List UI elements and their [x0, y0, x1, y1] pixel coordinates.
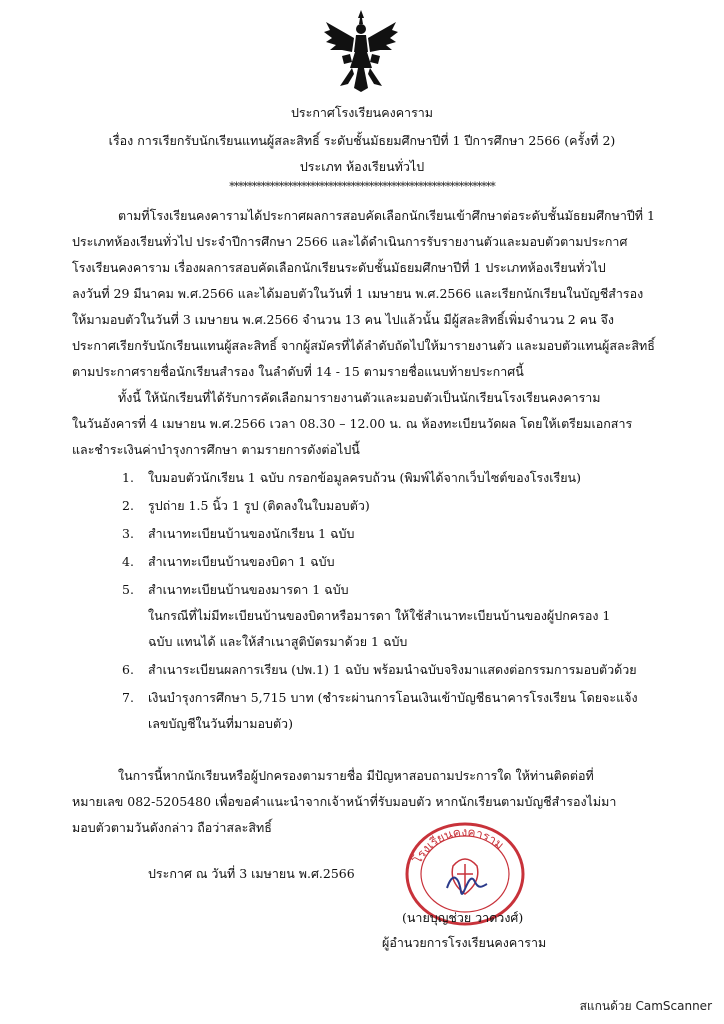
para1-line: ตามที่โรงเรียนคงคารามได้ประกาศผลการสอบคัดเลือกนักเรียนเข้าศึกษาต่อระดับชั้นมัธยมศึกษาปีที่ 1 — [118, 208, 655, 223]
item-number: 3. — [122, 526, 134, 541]
item-number: 5. — [122, 582, 134, 597]
item-number: 4. — [122, 554, 134, 569]
item-text: ใบมอบตัวนักเรียน 1 ฉบับ กรอกข้อมูลครบถ้วน (พิมพ์ได้จากเว็บไซต์ของโรงเรียน) — [148, 470, 581, 485]
item-number: 2. — [122, 498, 134, 513]
announcement-category: ประเภท ห้องเรียนทั่วไป — [299, 159, 425, 174]
signer-name: (นายบุญช่วย วาดวงศ์) — [402, 910, 524, 925]
para3-line: หมายเลข 082-5205480 เพื่อขอคำแนะนำจากเจ้าหน้าที่รับมอบตัว หากนักเรียนตามบัญชีสำรองไม่มา — [72, 794, 617, 809]
item-text: เงินบำรุงการศึกษา 5,715 บาท (ชำระผ่านการโอนเงินเข้าบัญชีธนาคารโรงเรียน โดยจะแจ้ง — [148, 690, 638, 705]
para2-line: ในวันอังคารที่ 4 เมษายน พ.ศ.2566 เวลา 08.30 – 12.00 น. ณ ห้องทะเบียนวัดผล โดยให้เตรียมเอกสาร — [72, 416, 633, 431]
para1-line: ลงวันที่ 29 มีนาคม พ.ศ.2566 และได้มอบตัวในวันที่ 1 เมษายน พ.ศ.2566 และเรียกนักเรียนในบัญชีสำรอง — [72, 286, 644, 301]
item-note-line: ฉบับ แทนได้ และให้สำเนาสูติบัตรมาด้วย 1 ฉบับ — [148, 634, 408, 649]
signer-title: ผู้อำนวยการโรงเรียนคงคาราม — [382, 935, 547, 950]
para1-line: ประกาศเรียกรับนักเรียนแทนผู้สละสิทธิ์ จากผู้สมัครที่ได้ลำดับถัดไปให้มารายงานตัว และมอบตัวแทนผู้สละสิทธิ์ — [72, 338, 655, 353]
announcement-subject: เรื่อง การเรียกรับนักเรียนแทนผู้สละสิทธิ์ ระดับชั้นมัธยมศึกษาปีที่ 1 ปีการศึกษา 2566 (ครั้งที่ 2) — [108, 133, 616, 148]
divider-line: *********************************************************** — [229, 180, 495, 193]
para3-line: ในการนี้หากนักเรียนหรือผู้ปกครองตามรายชื่อ มีปัญหาสอบถามประการใด ให้ท่านติดต่อที่ — [118, 768, 594, 783]
para1-line: ตามประกาศรายชื่อนักเรียนสำรอง ในลำดับที่ 14 - 15 ตามรายชื่อแนบท้ายประกาศนี้ — [72, 364, 524, 379]
garuda-emblem — [322, 8, 400, 94]
item-text: สำเนาทะเบียนบ้านของมารดา 1 ฉบับ — [148, 582, 349, 597]
item-number: 6. — [122, 662, 134, 677]
para3-line: มอบตัวตามวันดังกล่าว ถือว่าสละสิทธิ์ — [72, 820, 272, 835]
para2-line: ทั้งนี้ ให้นักเรียนที่ได้รับการคัดเลือกมารายงานตัวและมอบตัวเป็นนักเรียนโรงเรียนคงคาราม — [118, 390, 601, 405]
item-text: รูปถ่าย 1.5 นิ้ว 1 รูป (ติดลงในใบมอบตัว) — [148, 498, 370, 513]
item-number: 1. — [122, 470, 134, 485]
item-text: สำเนาระเบียนผลการเรียน (ปพ.1) 1 ฉบับ พร้อมนำฉบับจริงมาแสดงต่อกรรมการมอบตัวด้วย — [148, 662, 637, 677]
item-text: สำเนาทะเบียนบ้านของบิดา 1 ฉบับ — [148, 554, 335, 569]
para1-line: ให้มามอบตัวในวันที่ 3 เมษายน พ.ศ.2566 จำนวน 13 คน ไปแล้วนั้น มีผู้สละสิทธิ์เพิ่มจำนวน 2 คน จึง — [72, 312, 614, 327]
item-note-line: ในกรณีที่ไม่มีทะเบียนบ้านของบิดาหรือมารดา ให้ใช้สำเนาทะเบียนบ้านของผู้ปกครอง 1 — [148, 608, 611, 623]
para2-line: และชำระเงินค่าบำรุงการศึกษา ตามรายการดังต่อไปนี้ — [72, 442, 360, 457]
announcement-title: ประกาศโรงเรียนคงคาราม — [290, 105, 434, 120]
announce-date: ประกาศ ณ วันที่ 3 เมษายน พ.ศ.2566 — [148, 866, 355, 881]
para1-line: ประเภทห้องเรียนทั่วไป ประจำปีการศึกษา 2566 และได้ดำเนินการรับรายงานตัวและมอบตัวตามประกาศ — [72, 234, 628, 249]
item-number: 7. — [122, 690, 134, 705]
item-text-continuation: เลขบัญชีในวันที่มามอบตัว) — [148, 716, 293, 731]
stamp-text: โรงเรียนคงคาราม — [410, 824, 507, 866]
item-text: สำเนาทะเบียนบ้านของนักเรียน 1 ฉบับ — [148, 526, 355, 541]
para1-line: โรงเรียนคงคาราม เรื่องผลการสอบคัดเลือกนักเรียนระดับชั้นมัธยมศึกษาปีที่ 1 ประเภทห้องเรียนทั่วไป — [72, 260, 606, 275]
camscanner-watermark: สแกนด้วย CamScanner — [579, 999, 712, 1013]
